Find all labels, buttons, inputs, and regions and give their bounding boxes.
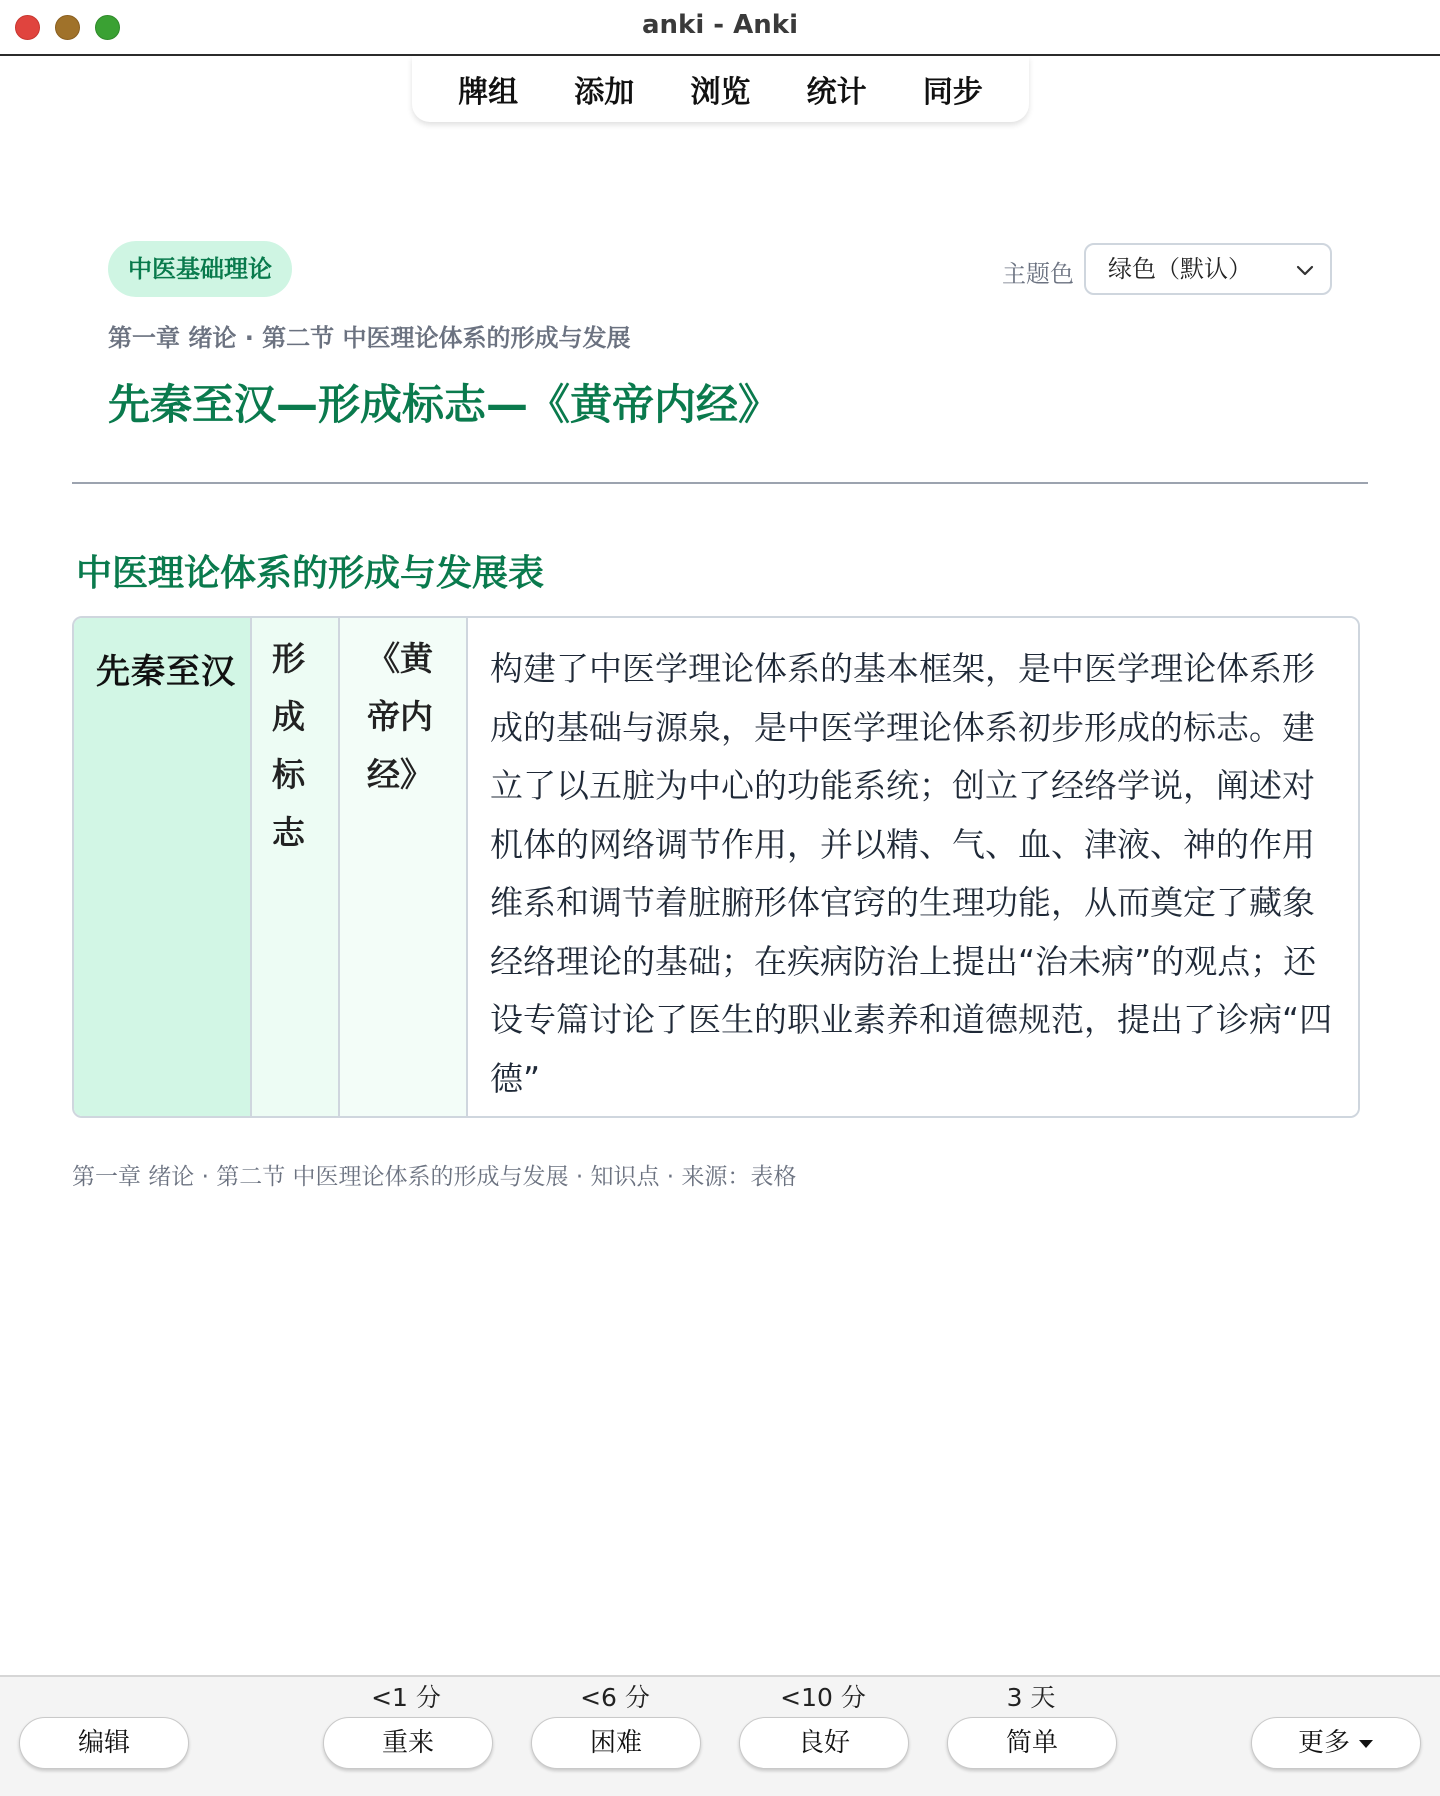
top-nav	[412, 56, 1029, 122]
section-title: 中医理论体系的形成与发展表	[76, 553, 545, 594]
divider	[72, 482, 1368, 484]
content-cell	[468, 618, 1358, 1116]
nav-stats[interactable]: 统计	[806, 75, 867, 110]
nav-browse[interactable]: 浏览	[690, 75, 751, 110]
hard-button[interactable]: 困难	[531, 1717, 701, 1769]
knowledge-table	[72, 616, 1360, 1118]
theme-color-label: 主题色	[1002, 260, 1074, 288]
edit-button[interactable]: 编辑	[19, 1717, 189, 1769]
period-text: 先秦至汉	[96, 652, 236, 692]
theme-color-select[interactable]	[1084, 243, 1332, 295]
easy-interval: 3 天	[1006, 1683, 1056, 1712]
easy-button[interactable]: 简单	[947, 1717, 1117, 1769]
deck-tag: 中医基础理论	[108, 241, 292, 297]
work-text: 《黄帝内经》	[367, 639, 433, 794]
card-title: 先秦至汉—形成标志—《黄帝内经》	[108, 380, 781, 429]
aspect-text: 形成标志	[272, 639, 305, 852]
period-cell	[74, 618, 252, 1116]
again-interval: <1 分	[371, 1683, 441, 1712]
title-bar	[0, 0, 1440, 56]
theme-color-value: 绿色（默认）	[1108, 255, 1252, 283]
chevron-down-icon	[1294, 259, 1316, 281]
nav-add[interactable]: 添加	[574, 75, 635, 110]
card-footer-meta: 第一章 绪论 · 第二节 中医理论体系的形成与发展 · 知识点 · 来源：表格	[72, 1164, 797, 1190]
content-text: 构建了中医学理论体系的基本框架，是中医学理论体系形成的基础与源泉，是中医学理论体系初步形成的标志。建立了以五脏为中心的功能系统；创立了经络学说，阐述对机体的网络调节作用，并以精、气、血、津液、神的作用维系和调节着脏腑形体官窍的生理功能，从而奠定了藏象经络理论的基础；在疾病防治上提出“治未病”的观点；还设专篇讨论了医生的职业素养和道德规范，提出了诊病“四德”	[490, 649, 1333, 1098]
caret-down-icon	[1358, 1739, 1374, 1749]
answer-bar	[0, 1675, 1440, 1796]
more-label: 更多	[1297, 1728, 1350, 1758]
nav-decks[interactable]: 牌组	[458, 75, 519, 110]
nav-sync[interactable]: 同步	[922, 75, 983, 110]
more-button[interactable]	[1251, 1717, 1421, 1769]
breadcrumb: 第一章 绪论 · 第二节 中医理论体系的形成与发展	[108, 324, 631, 352]
again-button[interactable]: 重来	[323, 1717, 493, 1769]
hard-interval: <6 分	[580, 1683, 650, 1712]
aspect-cell	[252, 618, 340, 1116]
good-button[interactable]: 良好	[739, 1717, 909, 1769]
good-interval: <10 分	[780, 1683, 866, 1712]
window-title: anki - Anki	[642, 10, 798, 40]
work-cell	[340, 618, 468, 1116]
